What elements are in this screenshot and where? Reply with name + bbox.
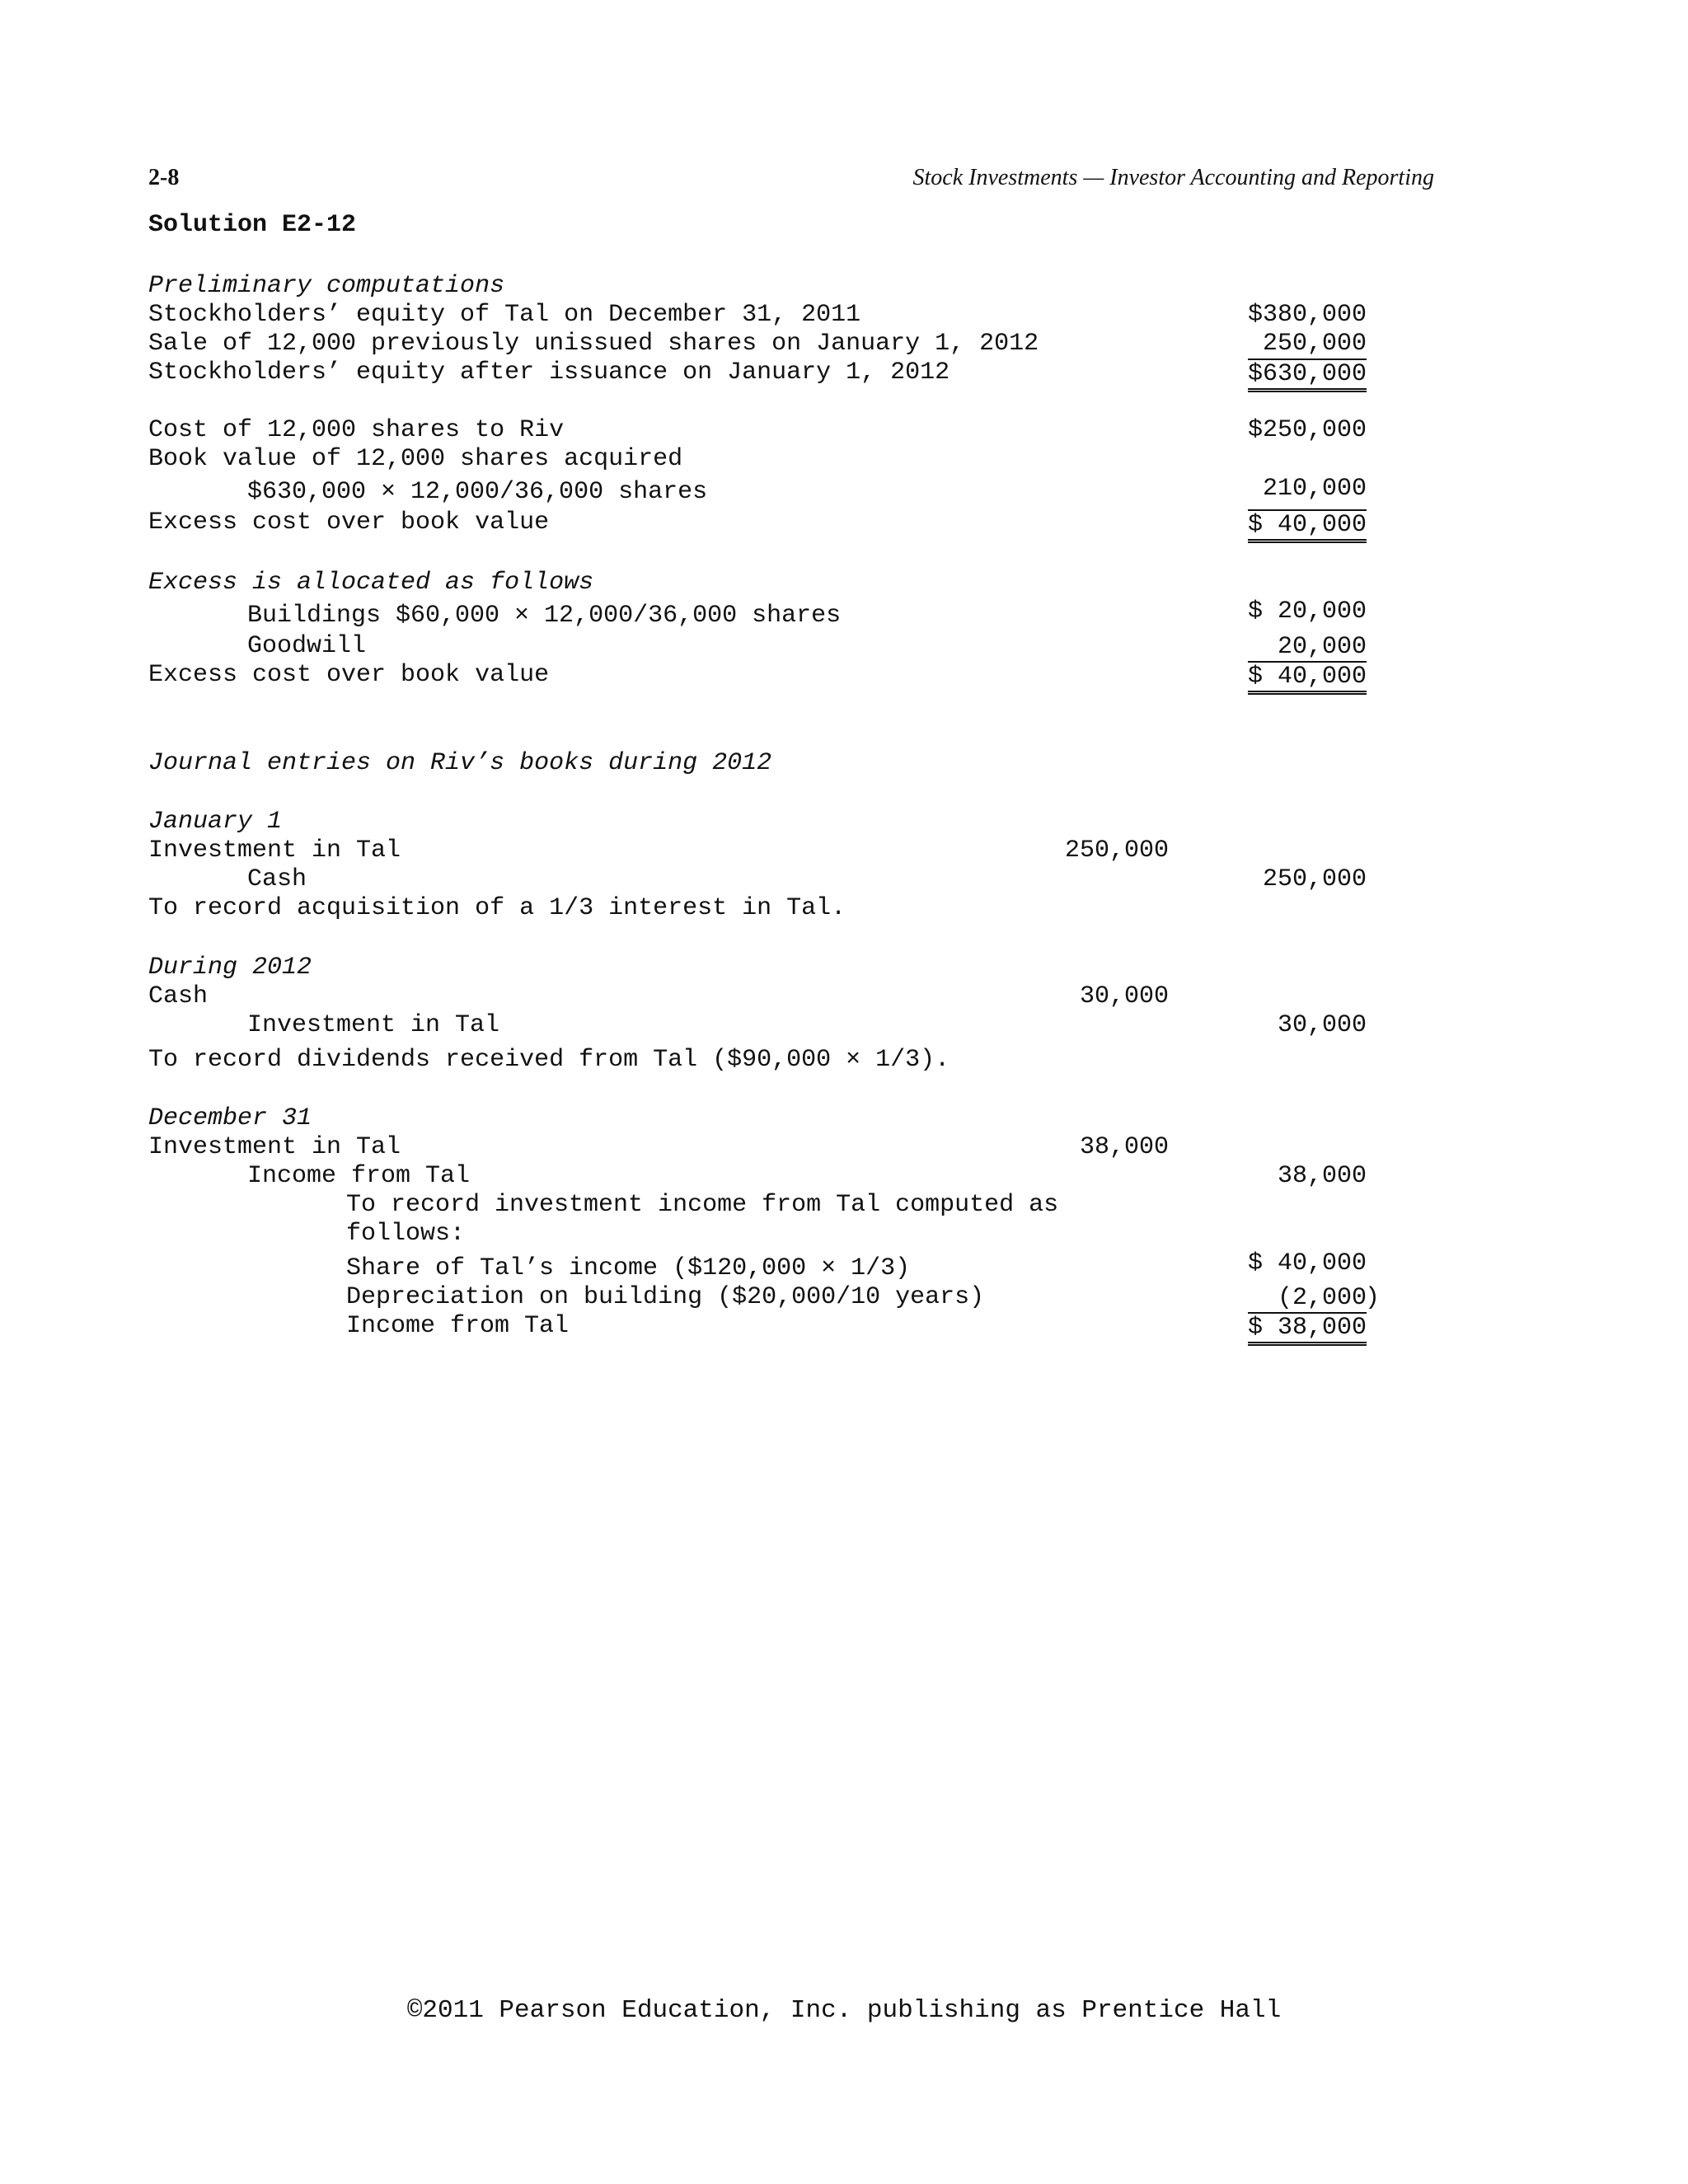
buildings-row (0, 598, 1688, 631)
jan1-credit-row (0, 865, 1688, 895)
dec31-memo-line2: follows: (346, 1220, 466, 1248)
goodwill-row (0, 632, 1688, 662)
se-dec31-row (0, 301, 1688, 330)
depreciation-label: Depreciation on building ($20,000/10 years) (346, 1283, 985, 1311)
dec31-memo-row-1 (0, 1191, 1688, 1221)
income-label: Income from Tal (346, 1312, 570, 1340)
during-date: During 2012 (148, 954, 312, 982)
during-credit-account: Investment in Tal (247, 1011, 500, 1039)
depreciation-amount: (2,000 (1277, 1284, 1367, 1312)
share-row (0, 1249, 1688, 1284)
cost-row (0, 416, 1688, 446)
preliminary-heading: Preliminary computations (148, 272, 505, 300)
copyright-footer: ©2011 Pearson Education, Inc. publishing as Prentice Hall (406, 1996, 1282, 2025)
jan1-debit-amount: 250,000 (1064, 837, 1169, 865)
jan1-memo: To record acquisition of a 1/3 interest in Tal. (148, 894, 846, 922)
income-row (0, 1312, 1688, 1342)
income-amount: $ 38,000 (1248, 1312, 1367, 1346)
cost-amount: $250,000 (1247, 416, 1367, 444)
excess-label: Excess cost over book value (148, 509, 550, 537)
during-memo-row (0, 1046, 1688, 1076)
sale-amount: 250,000 (1262, 330, 1367, 358)
chapter-title: Stock Investments — Investor Accounting and Reporting (912, 165, 1434, 190)
book-value-calc: $630,000 × 12,000/36,000 shares (247, 478, 708, 506)
allocation-heading-row (0, 569, 1688, 598)
journal-heading: Journal entries on Riv’s books during 2012 (148, 749, 772, 777)
jan1-date-row (0, 808, 1688, 837)
solution-title: Solution E2-12 (148, 211, 357, 239)
dec31-credit-row (0, 1162, 1688, 1192)
excess-row (0, 509, 1688, 538)
jan1-date: January 1 (148, 808, 283, 836)
se-dec31-label: Stockholders’ equity of Tal on December 31, 2011 (148, 301, 861, 329)
share-label: Share of Tal’s income ($120,000 × 1/3) (346, 1254, 911, 1282)
goodwill-label: Goodwill (247, 632, 367, 660)
book-value-label: Book value of 12,000 shares acquired (148, 445, 683, 473)
allocation-total-label: Excess cost over book value (148, 661, 550, 689)
allocation-heading: Excess is allocated as follows (148, 569, 594, 597)
dec31-date: December 31 (148, 1104, 312, 1132)
book-value-amount: 210,000 (1262, 475, 1367, 503)
dec31-debit-amount: 38,000 (1079, 1133, 1169, 1161)
dec31-memo-row-2 (0, 1220, 1688, 1249)
dec31-debit-account: Investment in Tal (148, 1133, 401, 1161)
jan1-memo-row (0, 894, 1688, 924)
se-after-amount: $630,000 (1248, 359, 1367, 392)
depreciation-row (0, 1283, 1688, 1313)
goodwill-amount: 20,000 (1277, 633, 1367, 661)
page-number: 2-8 (148, 165, 180, 190)
jan1-credit-account: Cash (247, 865, 307, 893)
preliminary-heading-row (0, 272, 1688, 302)
book-value-calc-row (0, 475, 1688, 508)
se-after-label: Stockholders’ equity after issuance on January 1, 2012 (148, 359, 950, 387)
during-debit-row (0, 982, 1688, 1012)
cost-label: Cost of 12,000 shares to Riv (148, 416, 565, 444)
dec31-date-row (0, 1104, 1688, 1134)
buildings-label: Buildings $60,000 × 12,000/36,000 shares (247, 602, 842, 630)
share-amount: $ 40,000 (1247, 1249, 1367, 1277)
dec31-debit-row (0, 1133, 1688, 1163)
dec31-memo-line1: To record investment income from Tal computed as (346, 1191, 1059, 1219)
jan1-debit-account: Investment in Tal (148, 837, 401, 865)
during-date-row (0, 954, 1688, 983)
allocation-total-row (0, 661, 1688, 691)
during-debit-account: Cash (148, 982, 209, 1010)
se-after-row (0, 359, 1688, 388)
journal-heading-row (0, 749, 1688, 779)
dec31-credit-amount: 38,000 (1277, 1162, 1367, 1190)
excess-amount: $ 40,000 (1248, 509, 1367, 543)
jan1-debit-row (0, 837, 1688, 866)
during-credit-amount: 30,000 (1277, 1011, 1367, 1039)
se-dec31-amount: $380,000 (1247, 301, 1367, 329)
sale-row (0, 330, 1688, 359)
dec31-credit-account: Income from Tal (247, 1162, 471, 1190)
depreciation-close-paren: ) (1364, 1284, 1380, 1312)
during-memo: To record dividends received from Tal ($90,000 × 1/3). (148, 1046, 950, 1074)
book-value-row (0, 445, 1688, 475)
during-credit-row (0, 1011, 1688, 1041)
sale-label: Sale of 12,000 previously unissued shares on January 1, 2012 (148, 330, 1039, 358)
buildings-amount: $ 20,000 (1247, 598, 1367, 626)
jan1-credit-amount: 250,000 (1262, 865, 1367, 893)
allocation-total-amount: $ 40,000 (1248, 661, 1367, 695)
during-debit-amount: 30,000 (1079, 982, 1169, 1010)
